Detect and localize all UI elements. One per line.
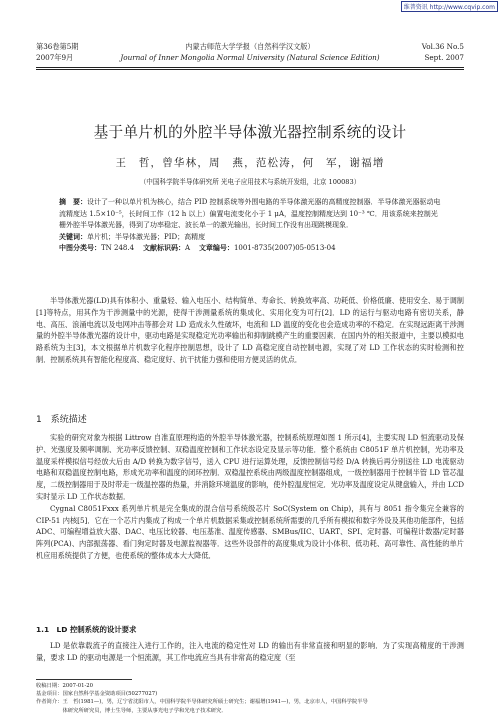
subsection-body	[36, 640, 464, 664]
intro-paragraph: 半导体激光器(LD)具有体积小、重量轻、输入电压小、结构简单、寿命长、转换效率高、功耗低、价格低廉、使用安全、易于调制[1]等特点，用其作为干涉测量中的光源，使得干涉测量系统的集成化、实用化变为可行[2]．LD 的运行与驱动电路有密切关系，静电、高压、浪涌电流以及电网冲击等都会对 LD 造成永久性破坏，电流和 LD 温度的变化也会造成功率的不稳定．在实现远距离干涉测量的外腔半导体激光器的设计中，驱动电路是实现稳定光功率输出和抑制跳模产生的重要因素．在国内外的相关报道中，主要以模拟电路系统为主[3]，本文根据单片机数字化程序控制思想，设计了 LD 高稳定度自动控制电源，实现了对 LD 工作状态的实时检测和控制．控制系统具有智能化程度高、稳定度好、抗干扰能力强和使用方便灵活的优点．	[36, 296, 464, 364]
footnotes	[36, 682, 464, 715]
footnote-received: 收稿日期：2007-01-20	[36, 683, 94, 689]
article-value: 1001-8735(2007)05-0513-04	[233, 244, 336, 253]
abstract-block	[59, 197, 441, 255]
abstract-label: 摘 要：	[59, 198, 87, 206]
footnote-rule	[36, 679, 132, 680]
issue-cn: 第36卷第5期	[36, 42, 79, 51]
date-cn: 2007年9月	[36, 53, 74, 62]
subsection-heading: 1.1 LD 控制系统的设计要求	[36, 625, 137, 634]
header-right	[422, 41, 464, 63]
paragraph-2: Cygnal C8051Fxxx 系列单片机是完全集成的混合信号系统级芯片 SoC(System on Chip)，具有与 8051 指令集完全兼容的 CIP-51 内核[5]．它在一个芯片内集成了构成一个单片机数据采集或控制系统所需要的几乎所有模拟和数字外设及其他功能部件，包括 ADC、可编程增益放大器、DAC、电压比较器、电压基准、温度传感器、SMBus/IIC、UART、SPI、定时器、可编程计数器/定时器阵列(PCA)、内部振荡器、看门狗定时器及电源监视器等．这些外设部件的高度集成为设计小体积、低功耗、高可靠性、高性能的单片机应用系统提供了方便，也使系统的整体成本大大降低．	[36, 503, 464, 560]
keywords-label: 关键词：	[59, 232, 87, 241]
clc-value: TN 248.4	[101, 244, 135, 253]
paper-title: 基于单片机的外腔半导体激光器控制系统的设计	[93, 124, 407, 141]
paragraph-3: LD 是依靠载流子的直接注入进行工作的，注入电流的稳定性对 LD 的输出有非常直接和明显的影响．为了实现高精度的干涉测量，要求 LD 的驱动电源是一个恒流源，其工作电流应当具有非常高的稳定度（至	[36, 641, 464, 662]
footnote-author: 作者简介：王 哲(1981—)，男，辽宁省沈阳市人，中国科学院半导体研究所硕士研究生；谢福增(1941—)，男，北京市人，中国科学院半导	[36, 699, 368, 706]
section1-body	[36, 432, 464, 562]
header-rule	[36, 67, 464, 70]
affiliation: （中国科学院半导体研究所 光电子应用技术与系统开发组，北京 100083）	[139, 178, 361, 186]
intro-block	[36, 295, 464, 366]
paragraph-1: 实验的研究对象为根据 Littrow 自准直原理构造的外腔半导体激光器，控制系统原理如图 1 所示[4]，主要实现 LD 恒流驱动及保护、光强度及频率调制、光功率反馈控制、双稳温度控制和工作状态设定及显示等功能．整个系统由 C8051F 单片机控制，光功率及温度采样模拟信号经放大后由 A/D 转换为数字信号，送入 CPU 进行运算处理，反馈控制信号经 D/A 转换后再分别送往 LD 电流驱动电路和双稳温度控制电路，形成光功率和温度的闭环控制．双稳温控系统由两级温度控制器组成，一级控制器用于控制半管 LD 管芯温度，二级控制器用于及时带走一级温控器的热量，并消除环境温度的影响，使外腔温度恒定．光功率及温度设定从键盘输入，并由 LCD 实时显示 LD 工作状态数据．	[36, 433, 465, 501]
author-list: 王 哲，曾华林，周 燕，范松涛，何 军，谢福增	[115, 157, 385, 169]
footnote-author-cont: 体研究所研究员，博士生导师，主要从事光电子学和光电子技术研究．	[36, 707, 227, 714]
date-en: Sept. 2007	[424, 53, 464, 62]
article-label: 文章编号：	[198, 244, 234, 253]
footnote-funding: 基金项目：国家自然科学基金资助项目(50277027)	[36, 691, 158, 698]
journal-en: Journal of Inner Mongolia Normal University (Natural Science Edition)	[120, 53, 380, 62]
vol-en: Vol.36 No.5	[421, 42, 464, 51]
clc-label: 中图分类号：	[59, 244, 101, 253]
source-stamp: 维普资讯 http://www.cqvip.com	[401, 1, 498, 12]
keywords: 单片机；半导体激光器；PID；高精度	[87, 232, 206, 241]
abstract-text: 设计了一种以单片机为核心，结合 PID 控制系统等外围电路的半导体激光器的高精度控制器．半导体激光器驱动电流精度达 1.5×10⁻⁵，长时间工作（12 h 以上）偏置电流变化小于 1 μA，温度控制精度达到 10⁻³ ℃．用该系统来控制光栅外腔半导体激光器，得到了功率稳定、波长单一的激光输出，长时间工作没有出现跳模现象．	[59, 198, 441, 230]
header-center	[36, 41, 464, 63]
doc-value: A	[184, 244, 191, 253]
doc-label: 文献标识码：	[142, 244, 185, 253]
section-heading-1: 1 系统描述	[36, 415, 87, 425]
journal-cn: 内蒙古师范大学学报（自然科学汉文版）	[185, 42, 315, 51]
